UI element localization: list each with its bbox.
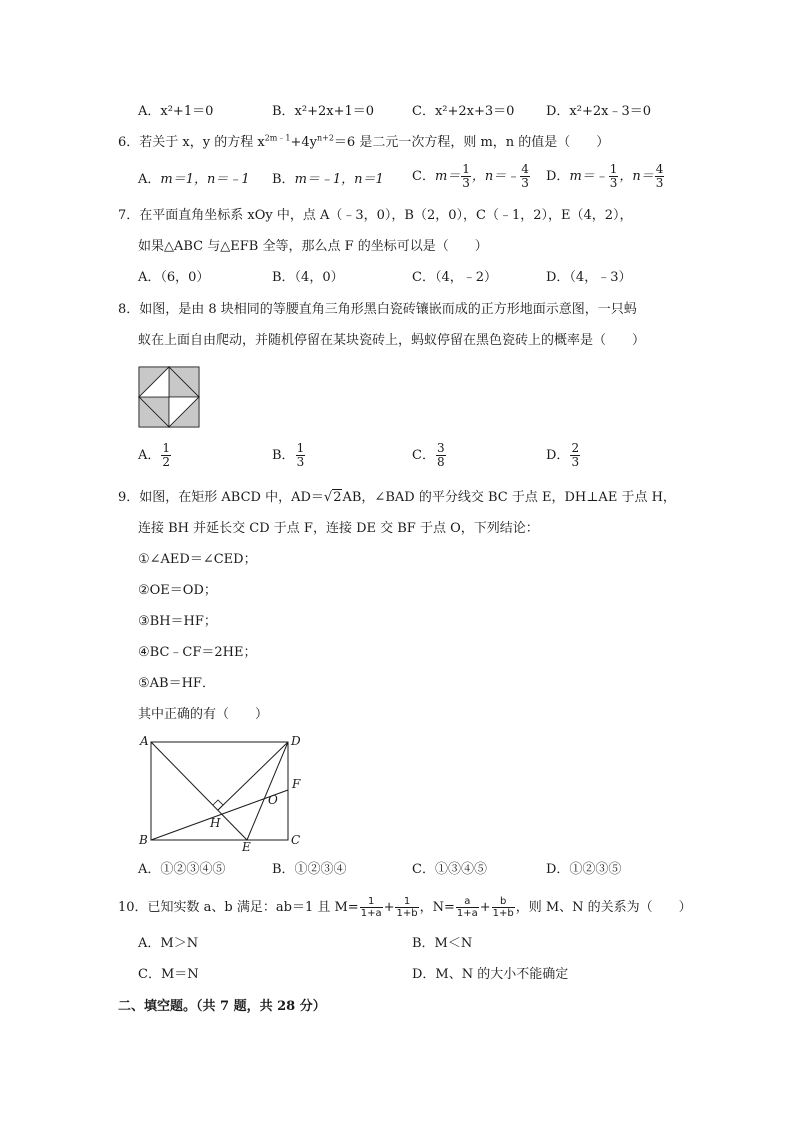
q6-stem <box>118 133 609 153</box>
q6-option-c-mid: ，n＝﹣ <box>471 169 520 184</box>
q9-conclusion-4: ④BC﹣CF＝2HE； <box>138 645 257 660</box>
q10-n-frac2: $\frac{b}{1+b}$ <box>492 896 514 919</box>
q9-conclusion-1: ①∠AED＝∠CED； <box>138 552 257 567</box>
q6-option-b <box>272 170 384 190</box>
q9-sqrt: 2 <box>333 490 342 505</box>
q7-option-c: C．（4，﹣2） <box>412 270 497 285</box>
q6-prefix: 6．若关于 x，y 的方程 x <box>118 135 265 150</box>
q7-option-a: A．（6，0） <box>138 270 210 285</box>
label-d: D <box>291 734 301 748</box>
q7-line1: 7．在平面直角坐标系 xOy 中，点 A（﹣3，0），B（2，0），C（﹣1，2），E（4，2）， <box>118 208 633 223</box>
q8-b-frac: $\frac{1}{3}$ <box>296 441 305 469</box>
q6-option-a-text: m＝1，n＝﹣1 <box>160 172 250 187</box>
label-a: A <box>140 734 149 748</box>
q6-c-frac2: $\frac{4}{3}$ <box>521 162 529 190</box>
q6-c-frac1: $\frac{1}{3}$ <box>462 162 470 190</box>
q10-option-a: A．M＞N <box>138 936 199 951</box>
q9-line1: 9．如图，在矩形 ABCD 中，AD＝√2AB，∠BAD 的平分线交 BC 于点 E，DH⊥AE 于点 H， <box>118 490 676 505</box>
q8-option-b <box>272 442 306 469</box>
q6-option-b-label: B． <box>272 172 295 187</box>
q6-suffix: ＝6 是二元一次方程，则 m，n 的值是（ ） <box>333 135 610 150</box>
q6-option-d-mid: ，n＝ <box>619 169 654 184</box>
q9-line1-a: 9．如图，在矩形 ABCD 中，AD＝ <box>118 490 324 505</box>
label-e: E <box>242 840 251 852</box>
q6-option-c-pre: m＝ <box>434 169 461 184</box>
q9-line1-b: AB，∠BAD 的平分线交 BC 于点 E，DH⊥AE 于点 H， <box>342 490 676 505</box>
q10-m-frac2: $\frac{1}{1+b}$ <box>396 896 418 919</box>
q7-option-d: D．（4，﹣3） <box>546 270 632 285</box>
q10-option-d: D．M、N 的大小不能确定 <box>412 967 569 982</box>
q9-conclusion-5: ⑤AB＝HF． <box>138 676 215 691</box>
q8-c-frac: $\frac{3}{8}$ <box>436 441 445 469</box>
q10-stem: 10．已知实数 a、b 满足：ab＝1 且 M= $\frac{1}{1+a}$ + $\frac{1}{1+b}$ ，N= $\frac{a}{1+a}$ + $\frac{b}{1+b}$ ，则 M、N 的关系为（ ） <box>118 896 692 919</box>
label-h: H <box>210 816 221 830</box>
tile-square-figure <box>138 366 200 428</box>
q8-d-frac: $\frac{2}{3}$ <box>571 441 580 469</box>
q8-line1: 8．如图，是由 8 块相同的等腰直角三角形黑白瓷砖镶嵌而成的正方形地面示意图，一只蚂 <box>118 302 637 317</box>
q6-d-frac2: $\frac{4}{3}$ <box>655 162 664 190</box>
label-o: O <box>268 793 278 807</box>
section-2-title: 二、填空题。（共 7 题，共 28 分） <box>118 999 326 1014</box>
q10-suffix: ，则 M、N 的关系为（ ） <box>515 900 692 915</box>
rectangle-geometry-figure <box>136 732 316 852</box>
q6-mid: +4y <box>290 135 317 150</box>
q6-option-d-label: D． <box>546 169 570 184</box>
q5-option-d: D．x²+2x﹣3＝0 <box>546 104 652 119</box>
q9-option-d: D．①②③⑤ <box>546 862 622 877</box>
q6-option-d <box>546 163 665 190</box>
q8-option-d <box>546 442 581 469</box>
q8-option-a-label: A． <box>138 448 161 463</box>
q6-exp2: n+2 <box>316 133 334 143</box>
q6-option-b-text: m＝﹣1，n＝1 <box>294 172 384 187</box>
q6-option-a-label: A． <box>138 172 161 187</box>
q6-option-c-label: C． <box>412 169 435 184</box>
label-b: B <box>139 833 148 847</box>
q10-option-c: C．M＝N <box>138 967 199 982</box>
q10-option-b: B．M＜N <box>412 936 473 951</box>
segment-ae <box>151 742 247 840</box>
q9-conclusion-3: ③BH＝HF； <box>138 614 217 629</box>
q6-option-a <box>138 170 250 190</box>
q10-mid: ，N= <box>419 900 455 915</box>
label-f: F <box>292 777 301 791</box>
q7-line2: 如果△ABC 与△EFB 全等，那么点 F 的坐标可以是（ ） <box>138 239 488 254</box>
q8-a-frac: $\frac{1}{2}$ <box>162 441 171 469</box>
q9-conclusion-2: ②OE＝OD； <box>138 583 217 598</box>
q9-option-c: C．①③④⑤ <box>412 862 487 877</box>
q6-d-frac1: $\frac{1}{3}$ <box>609 162 618 190</box>
right-angle-mark <box>213 800 223 810</box>
q6-option-c <box>412 163 531 190</box>
q6-exp1: 2m﹣1 <box>264 133 291 143</box>
label-c: C <box>291 833 301 847</box>
q10-prefix: 10．已知实数 a、b 满足：ab＝1 且 M= <box>118 900 359 915</box>
q8-option-b-label: B． <box>272 448 295 463</box>
q9-option-a: A．①②③④⑤ <box>138 862 226 877</box>
q10-m-frac1: $\frac{1}{1+a}$ <box>360 896 382 919</box>
q7-option-b: B．（4，0） <box>272 270 344 285</box>
q5-option-b: B．x²+2x+1＝0 <box>272 104 375 119</box>
q5-option-a: A．x²+1＝0 <box>138 104 214 119</box>
q8-line2: 蚁在上面自由爬动，并随机停留在某块瓷砖上，蚂蚁停留在黑色瓷砖上的概率是（ ） <box>138 333 646 348</box>
segment-de <box>247 742 288 840</box>
q8-option-c <box>412 442 447 469</box>
q8-option-a <box>138 442 172 469</box>
q6-option-d-pre: m＝﹣ <box>569 169 608 184</box>
q9-line2: 连接 BH 并延长交 CD 于点 F，连接 DE 交 BF 于点 O，下列结论： <box>138 521 539 536</box>
q8-option-d-label: D． <box>546 448 570 463</box>
q8-option-c-label: C． <box>412 448 435 463</box>
q9-option-b: B．①②③④ <box>272 862 347 877</box>
q10-n-frac1: $\frac{a}{1+a}$ <box>456 896 478 919</box>
q9-ask: 其中正确的有（ ） <box>138 707 269 722</box>
q5-option-c: C．x²+2x+3＝0 <box>412 104 515 119</box>
